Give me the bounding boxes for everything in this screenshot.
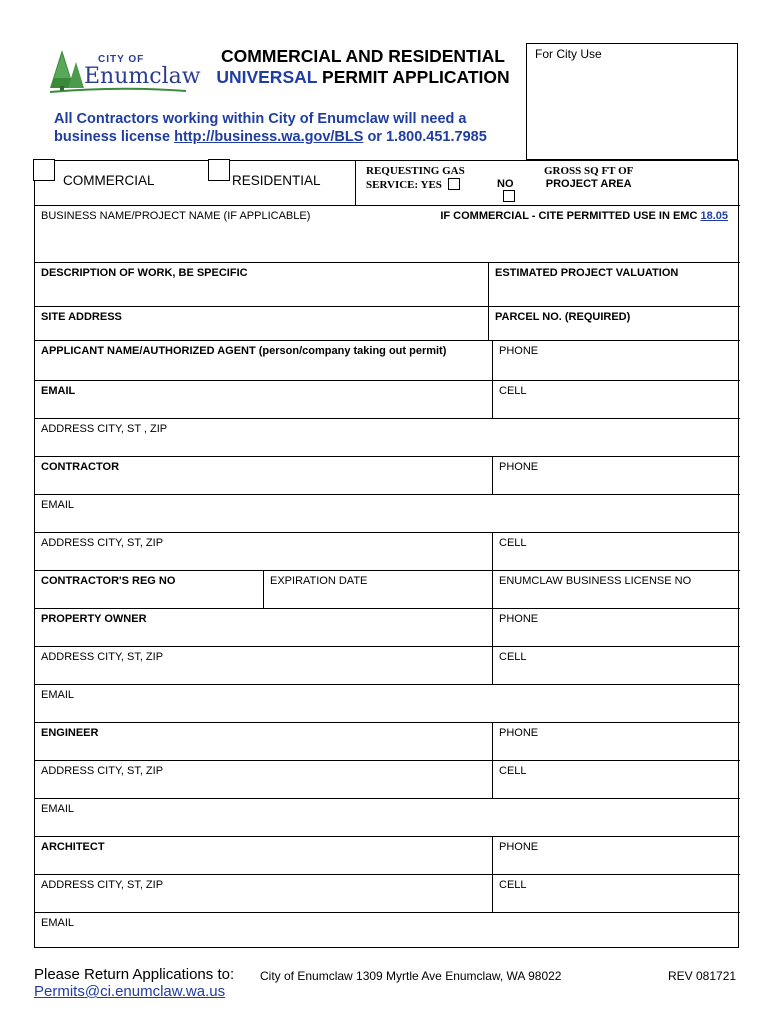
engineer-cell-label: CELL (499, 765, 527, 777)
gas-line-2: SERVICE: YES (366, 178, 465, 192)
contractor-phone-field[interactable] (493, 457, 740, 495)
permit-form (34, 160, 739, 948)
valuation-field[interactable] (489, 263, 740, 307)
commercial-checkbox[interactable] (33, 159, 55, 181)
gross-sqft-label (544, 165, 633, 191)
owner-email-field[interactable] (35, 685, 740, 723)
applicant-label: APPLICANT NAME/AUTHORIZED AGENT (person/company taking out permit) (41, 345, 447, 357)
revision-label: REV 081721 (668, 969, 737, 983)
applicant-name-field[interactable] (35, 341, 493, 381)
city-logo (46, 48, 201, 100)
title-line-2 (208, 67, 518, 88)
owner-phone-label: PHONE (499, 613, 539, 625)
commercial-label: COMMERCIAL (63, 173, 155, 188)
gross-line-1: GROSS SQ FT OF (544, 165, 634, 177)
contractor-notice (54, 110, 514, 146)
contractor-cell-field[interactable] (493, 533, 740, 571)
owner-label: PROPERTY OWNER (41, 613, 147, 625)
gross-line-2: PROJECT AREA (545, 178, 632, 190)
gross-sqft-cell[interactable] (530, 161, 740, 205)
gas-service-label (366, 165, 465, 192)
expiration-date-field[interactable] (264, 571, 493, 609)
contractor-address-field[interactable] (35, 533, 493, 571)
owner-phone-field[interactable] (493, 609, 740, 647)
title-permit-application: PERMIT APPLICATION (322, 67, 510, 87)
residential-checkbox[interactable] (208, 159, 230, 181)
notice-line-2 (54, 128, 514, 146)
applicant-phone-field[interactable] (493, 341, 740, 381)
logo-city-of: CITY OF (98, 54, 145, 65)
notice-prefix: business license (54, 129, 171, 145)
architect-address-field[interactable] (35, 875, 493, 913)
architect-field[interactable] (35, 837, 493, 875)
engineer-address-label: ADDRESS CITY, ST, ZIP (41, 765, 164, 777)
gas-no-label: NO (497, 178, 514, 190)
emc-link[interactable]: 18.05 (700, 210, 728, 222)
parcel-no-label: PARCEL NO. (REQUIRED) (495, 311, 631, 323)
engineer-label: ENGINEER (41, 727, 99, 739)
owner-field[interactable] (35, 609, 493, 647)
applicant-cell-field[interactable] (493, 381, 740, 419)
city-address: City of Enumclaw 1309 Myrtle Ave Enumclaw, WA 98022 (260, 969, 562, 983)
page-title (208, 46, 518, 88)
contractor-address-label: ADDRESS CITY, ST, ZIP (41, 537, 164, 549)
business-license-label: ENUMCLAW BUSINESS LICENSE NO (499, 575, 692, 587)
engineer-field[interactable] (35, 723, 493, 761)
architect-email-field[interactable] (35, 913, 740, 947)
contractor-cell-label: CELL (499, 537, 527, 549)
residential-option (210, 161, 355, 205)
city-use-label: For City Use (535, 47, 602, 61)
site-address-field[interactable] (35, 307, 489, 341)
contractor-email-field[interactable] (35, 495, 740, 533)
engineer-cell-field[interactable] (493, 761, 740, 799)
valuation-label: ESTIMATED PROJECT VALUATION (495, 267, 679, 279)
owner-address-field[interactable] (35, 647, 493, 685)
architect-phone-field[interactable] (493, 837, 740, 875)
applicant-cell-label: CELL (499, 385, 527, 397)
contractor-field[interactable] (35, 457, 493, 495)
return-instructions (34, 966, 234, 1000)
bls-link[interactable]: http://business.wa.gov/BLS (174, 129, 364, 145)
owner-cell-label: CELL (499, 651, 527, 663)
applicant-phone-label: PHONE (499, 345, 539, 357)
gas-service-cell (355, 161, 530, 205)
notice-suffix: or 1.800.451.7985 (367, 129, 487, 145)
contractor-phone-label: PHONE (499, 461, 539, 473)
gas-no (497, 178, 530, 203)
engineer-email-label: EMAIL (41, 803, 75, 815)
city-use-box (526, 43, 738, 160)
architect-phone-label: PHONE (499, 841, 539, 853)
residential-label: RESIDENTIAL (232, 173, 321, 188)
return-label: Please Return Applications to: (34, 966, 235, 983)
gas-yes-checkbox[interactable] (448, 178, 460, 190)
commercial-use-label: IF COMMERCIAL - CITE PERMITTED USE IN EMC 18.05 (440, 210, 728, 222)
applicant-address-label: ADDRESS CITY, ST , ZIP (41, 423, 168, 435)
architect-cell-field[interactable] (493, 875, 740, 913)
title-universal: UNIVERSAL (216, 67, 318, 87)
owner-address-label: ADDRESS CITY, ST, ZIP (41, 651, 164, 663)
architect-email-label: EMAIL (41, 917, 75, 929)
business-license-field[interactable] (493, 571, 740, 609)
contractor-reg-label: CONTRACTOR'S REG NO (41, 575, 176, 587)
engineer-phone-field[interactable] (493, 723, 740, 761)
contractor-reg-field[interactable] (35, 571, 264, 609)
swoosh-icon (48, 86, 188, 96)
architect-label: ARCHITECT (41, 841, 105, 853)
logo-city-name: Enumclaw (84, 64, 201, 89)
owner-email-label: EMAIL (41, 689, 75, 701)
description-field[interactable] (35, 263, 489, 307)
engineer-address-field[interactable] (35, 761, 493, 799)
architect-cell-label: CELL (499, 879, 527, 891)
site-address-label: SITE ADDRESS (41, 311, 122, 323)
contractor-label: CONTRACTOR (41, 461, 120, 473)
permits-email-link[interactable]: Permits@ci.enumclaw.wa.us (34, 983, 226, 1000)
title-line-1: COMMERCIAL AND RESIDENTIAL (221, 46, 505, 66)
applicant-email-label: EMAIL (41, 385, 76, 397)
architect-address-label: ADDRESS CITY, ST, ZIP (41, 879, 164, 891)
engineer-email-field[interactable] (35, 799, 740, 837)
gas-line-1: REQUESTING GAS (366, 165, 465, 177)
engineer-phone-label: PHONE (499, 727, 539, 739)
business-name-field[interactable] (35, 205, 740, 263)
description-label: DESCRIPTION OF WORK, BE SPECIFIC (41, 267, 248, 279)
commercial-option (35, 161, 210, 205)
business-name-label: BUSINESS NAME/PROJECT NAME (IF APPLICABLE) (41, 210, 311, 222)
contractor-email-label: EMAIL (41, 499, 75, 511)
expiration-date-label: EXPIRATION DATE (270, 575, 368, 587)
parcel-no-field[interactable] (489, 307, 740, 341)
owner-cell-field[interactable] (493, 647, 740, 685)
notice-line-1: All Contractors working within City of Enumclaw will need a (54, 111, 467, 127)
applicant-address-field[interactable] (35, 419, 740, 457)
applicant-email-field[interactable] (35, 381, 493, 419)
gas-no-checkbox[interactable] (503, 190, 515, 202)
